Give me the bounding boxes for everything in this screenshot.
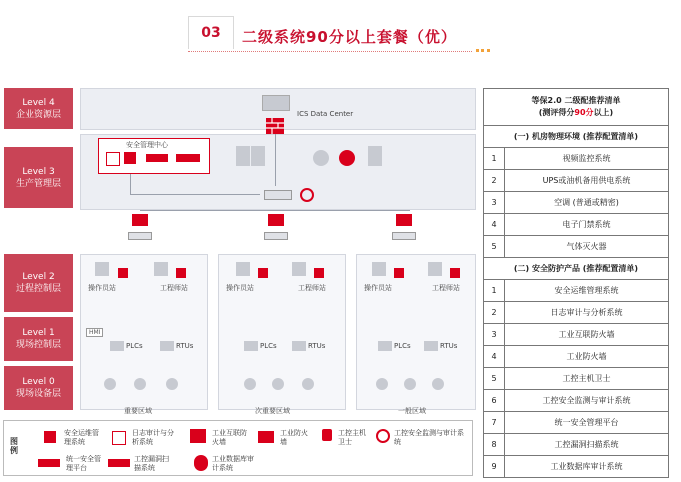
table-row <box>484 302 669 324</box>
table-row <box>484 456 669 478</box>
row-number: 2 <box>484 302 505 324</box>
plc-icon <box>378 341 392 351</box>
table-row <box>484 280 669 302</box>
vuln-scan-icon <box>176 154 200 162</box>
field-device-icon <box>302 378 314 390</box>
engineer-station-icon <box>428 262 442 276</box>
header-divider <box>188 51 472 52</box>
table-row <box>484 390 669 412</box>
monitoring-audit-icon <box>300 188 314 202</box>
row-number: 7 <box>484 412 505 434</box>
field-device-icon <box>404 378 416 390</box>
data-center-label: ICS Data Center <box>297 110 354 118</box>
data-center-icon <box>262 95 290 111</box>
level-0-label <box>4 366 73 410</box>
unified-platform-icon <box>38 459 60 467</box>
row-number: 3 <box>484 192 505 214</box>
switch-icon <box>392 232 416 240</box>
host-guard-icon <box>450 268 460 278</box>
legend-item: 工控主机卫士 <box>338 429 366 446</box>
hmi-label: HMI <box>86 328 103 337</box>
switch-icon <box>128 232 152 240</box>
legend-item: 工控安全监测与审计系统 <box>394 429 464 446</box>
level-4-number: Level 4 <box>22 97 55 108</box>
server-icon <box>251 146 265 166</box>
row-item: 电子门禁系统 <box>505 214 669 236</box>
row-item: 安全运维管理系统 <box>505 280 669 302</box>
level-2-label <box>4 254 73 312</box>
table-title-line1: 等保2.0 二级配推荐清单 <box>531 96 621 105</box>
header-dots <box>476 49 490 56</box>
server-icon <box>368 146 382 166</box>
level-1-name: 现场控制层 <box>15 340 61 350</box>
operator-station-icon <box>372 262 386 276</box>
plc-label: PLCs <box>260 342 277 350</box>
db-audit-icon <box>194 455 208 471</box>
host-guard-icon <box>322 429 332 441</box>
db-audit-icon <box>339 150 355 166</box>
level-2-name: 过程控制层 <box>15 284 61 294</box>
server-icon <box>236 146 250 166</box>
log-audit-icon <box>112 431 126 445</box>
level-3-number: Level 3 <box>22 166 55 177</box>
legend-title: 图例 <box>10 437 18 455</box>
table-row <box>484 324 669 346</box>
row-number: 6 <box>484 390 505 412</box>
database-icon <box>313 150 329 166</box>
zone-important-label: 重要区域 <box>124 407 152 415</box>
engineer-station-label: 工程师站 <box>432 284 460 292</box>
table-title <box>484 89 669 126</box>
host-guard-icon <box>258 268 268 278</box>
legend <box>3 420 473 476</box>
connector-line <box>130 194 260 195</box>
rtu-label: RTUs <box>176 342 194 350</box>
table-title-line2 <box>484 107 668 119</box>
row-number: 8 <box>484 434 505 456</box>
section-2-header: (二) 安全防护产品 (推荐配置清单) <box>484 258 669 280</box>
row-item: 统一安全管理平台 <box>505 412 669 434</box>
table-row <box>484 236 669 258</box>
industrial-firewall-icon <box>132 214 148 226</box>
level-3-name: 生产管理层 <box>15 178 61 189</box>
level-3-label <box>4 147 73 208</box>
field-device-icon <box>272 378 284 390</box>
table-row <box>484 214 669 236</box>
industrial-firewall-icon <box>396 214 412 226</box>
rtu-label: RTUs <box>440 342 458 350</box>
row-item: 工控漏洞扫描系统 <box>505 434 669 456</box>
monitoring-audit-icon <box>376 429 390 443</box>
plc-label: PLCs <box>394 342 411 350</box>
plc-label: PLCs <box>126 342 143 350</box>
row-item: 工业互联防火墙 <box>505 324 669 346</box>
row-item: 工控安全监测与审计系统 <box>505 390 669 412</box>
table-row <box>484 346 669 368</box>
ops-management-icon <box>124 152 136 164</box>
legend-item: 统一安全管理平台 <box>66 455 101 472</box>
legend-item: 工控漏洞扫描系统 <box>134 455 169 472</box>
switch-icon <box>264 232 288 240</box>
table-row <box>484 170 669 192</box>
row-number: 9 <box>484 456 505 478</box>
row-item: 视频监控系统 <box>505 148 669 170</box>
field-device-icon <box>134 378 146 390</box>
recommend-table <box>483 88 669 478</box>
row-number: 4 <box>484 346 505 368</box>
table-title-suffix: 以上) <box>593 108 614 117</box>
table-row <box>484 192 669 214</box>
connector-line <box>130 174 131 194</box>
host-guard-icon <box>118 268 128 278</box>
row-item: 工控主机卫士 <box>505 368 669 390</box>
host-guard-icon <box>314 268 324 278</box>
security-management-center-label: 安全管理中心 <box>126 141 168 149</box>
row-number: 2 <box>484 170 505 192</box>
table-title-prefix: (测评得分 <box>538 108 575 117</box>
row-number: 3 <box>484 324 505 346</box>
legend-item: 安全运维管理系统 <box>64 429 99 446</box>
operator-station-label: 操作员站 <box>226 284 254 292</box>
operator-station-icon <box>95 262 109 276</box>
row-item: UPS或油机备用供电系统 <box>505 170 669 192</box>
table-row <box>484 434 669 456</box>
engineer-station-label: 工程师站 <box>298 284 326 292</box>
zone-bus-line <box>140 210 410 211</box>
industrial-firewall-icon <box>268 214 284 226</box>
table-row <box>484 148 669 170</box>
industrial-firewall-icon <box>258 431 274 443</box>
field-device-icon <box>244 378 256 390</box>
trunk-line <box>275 134 276 186</box>
section-number: 03 <box>188 16 234 49</box>
rtu-icon <box>292 341 306 351</box>
row-number: 1 <box>484 280 505 302</box>
row-number: 1 <box>484 148 505 170</box>
operator-station-icon <box>236 262 250 276</box>
field-device-icon <box>166 378 178 390</box>
unified-platform-icon <box>146 154 168 162</box>
row-number: 5 <box>484 236 505 258</box>
field-device-icon <box>104 378 116 390</box>
host-guard-icon <box>394 268 404 278</box>
field-device-icon <box>432 378 444 390</box>
legend-item: 工业防火墙 <box>280 429 308 446</box>
section-1-header: (一) 机房物理环境 (推荐配置清单) <box>484 126 669 148</box>
row-item: 气体灭火器 <box>505 236 669 258</box>
zone-secondary-label: 次重要区域 <box>255 407 290 415</box>
level-4-label <box>4 88 73 129</box>
row-number: 5 <box>484 368 505 390</box>
switch-icon <box>264 190 292 200</box>
table-row <box>484 368 669 390</box>
engineer-station-icon <box>292 262 306 276</box>
level-0-name: 现场设备层 <box>15 389 61 399</box>
page-title: 二级系统90分以上套餐（优） <box>242 28 457 46</box>
level-2-number: Level 2 <box>22 272 55 282</box>
legend-item: 工业数据库审计系统 <box>212 455 254 472</box>
zone-general-label: 一般区域 <box>398 407 426 415</box>
row-item: 工业数据库审计系统 <box>505 456 669 478</box>
legend-item: 日志审计与分析系统 <box>132 429 174 446</box>
engineer-station-icon <box>154 262 168 276</box>
plc-icon <box>110 341 124 351</box>
level-1-label <box>4 317 73 361</box>
level-0-number: Level 0 <box>22 377 55 387</box>
rtu-icon <box>424 341 438 351</box>
legend-item: 工业互联防火墙 <box>212 429 247 446</box>
rtu-icon <box>160 341 174 351</box>
ops-management-icon <box>44 431 56 443</box>
row-item: 工业防火墙 <box>505 346 669 368</box>
host-guard-icon <box>176 268 186 278</box>
row-number: 4 <box>484 214 505 236</box>
field-device-icon <box>376 378 388 390</box>
row-item: 日志审计与分析系统 <box>505 302 669 324</box>
row-item: 空调 (普通或精密) <box>505 192 669 214</box>
industrial-internet-firewall-icon <box>190 429 206 443</box>
operator-station-label: 操作员站 <box>88 284 116 292</box>
log-audit-icon <box>106 152 120 166</box>
operator-station-label: 操作员站 <box>364 284 392 292</box>
table-title-score: 90分 <box>574 108 594 117</box>
plc-icon <box>244 341 258 351</box>
table-row <box>484 412 669 434</box>
rtu-label: RTUs <box>308 342 326 350</box>
level-1-number: Level 1 <box>22 328 55 338</box>
vuln-scan-icon <box>108 459 130 467</box>
industrial-internet-firewall-icon <box>266 118 284 134</box>
level-4-name: 企业资源层 <box>15 109 61 120</box>
engineer-station-label: 工程师站 <box>160 284 188 292</box>
